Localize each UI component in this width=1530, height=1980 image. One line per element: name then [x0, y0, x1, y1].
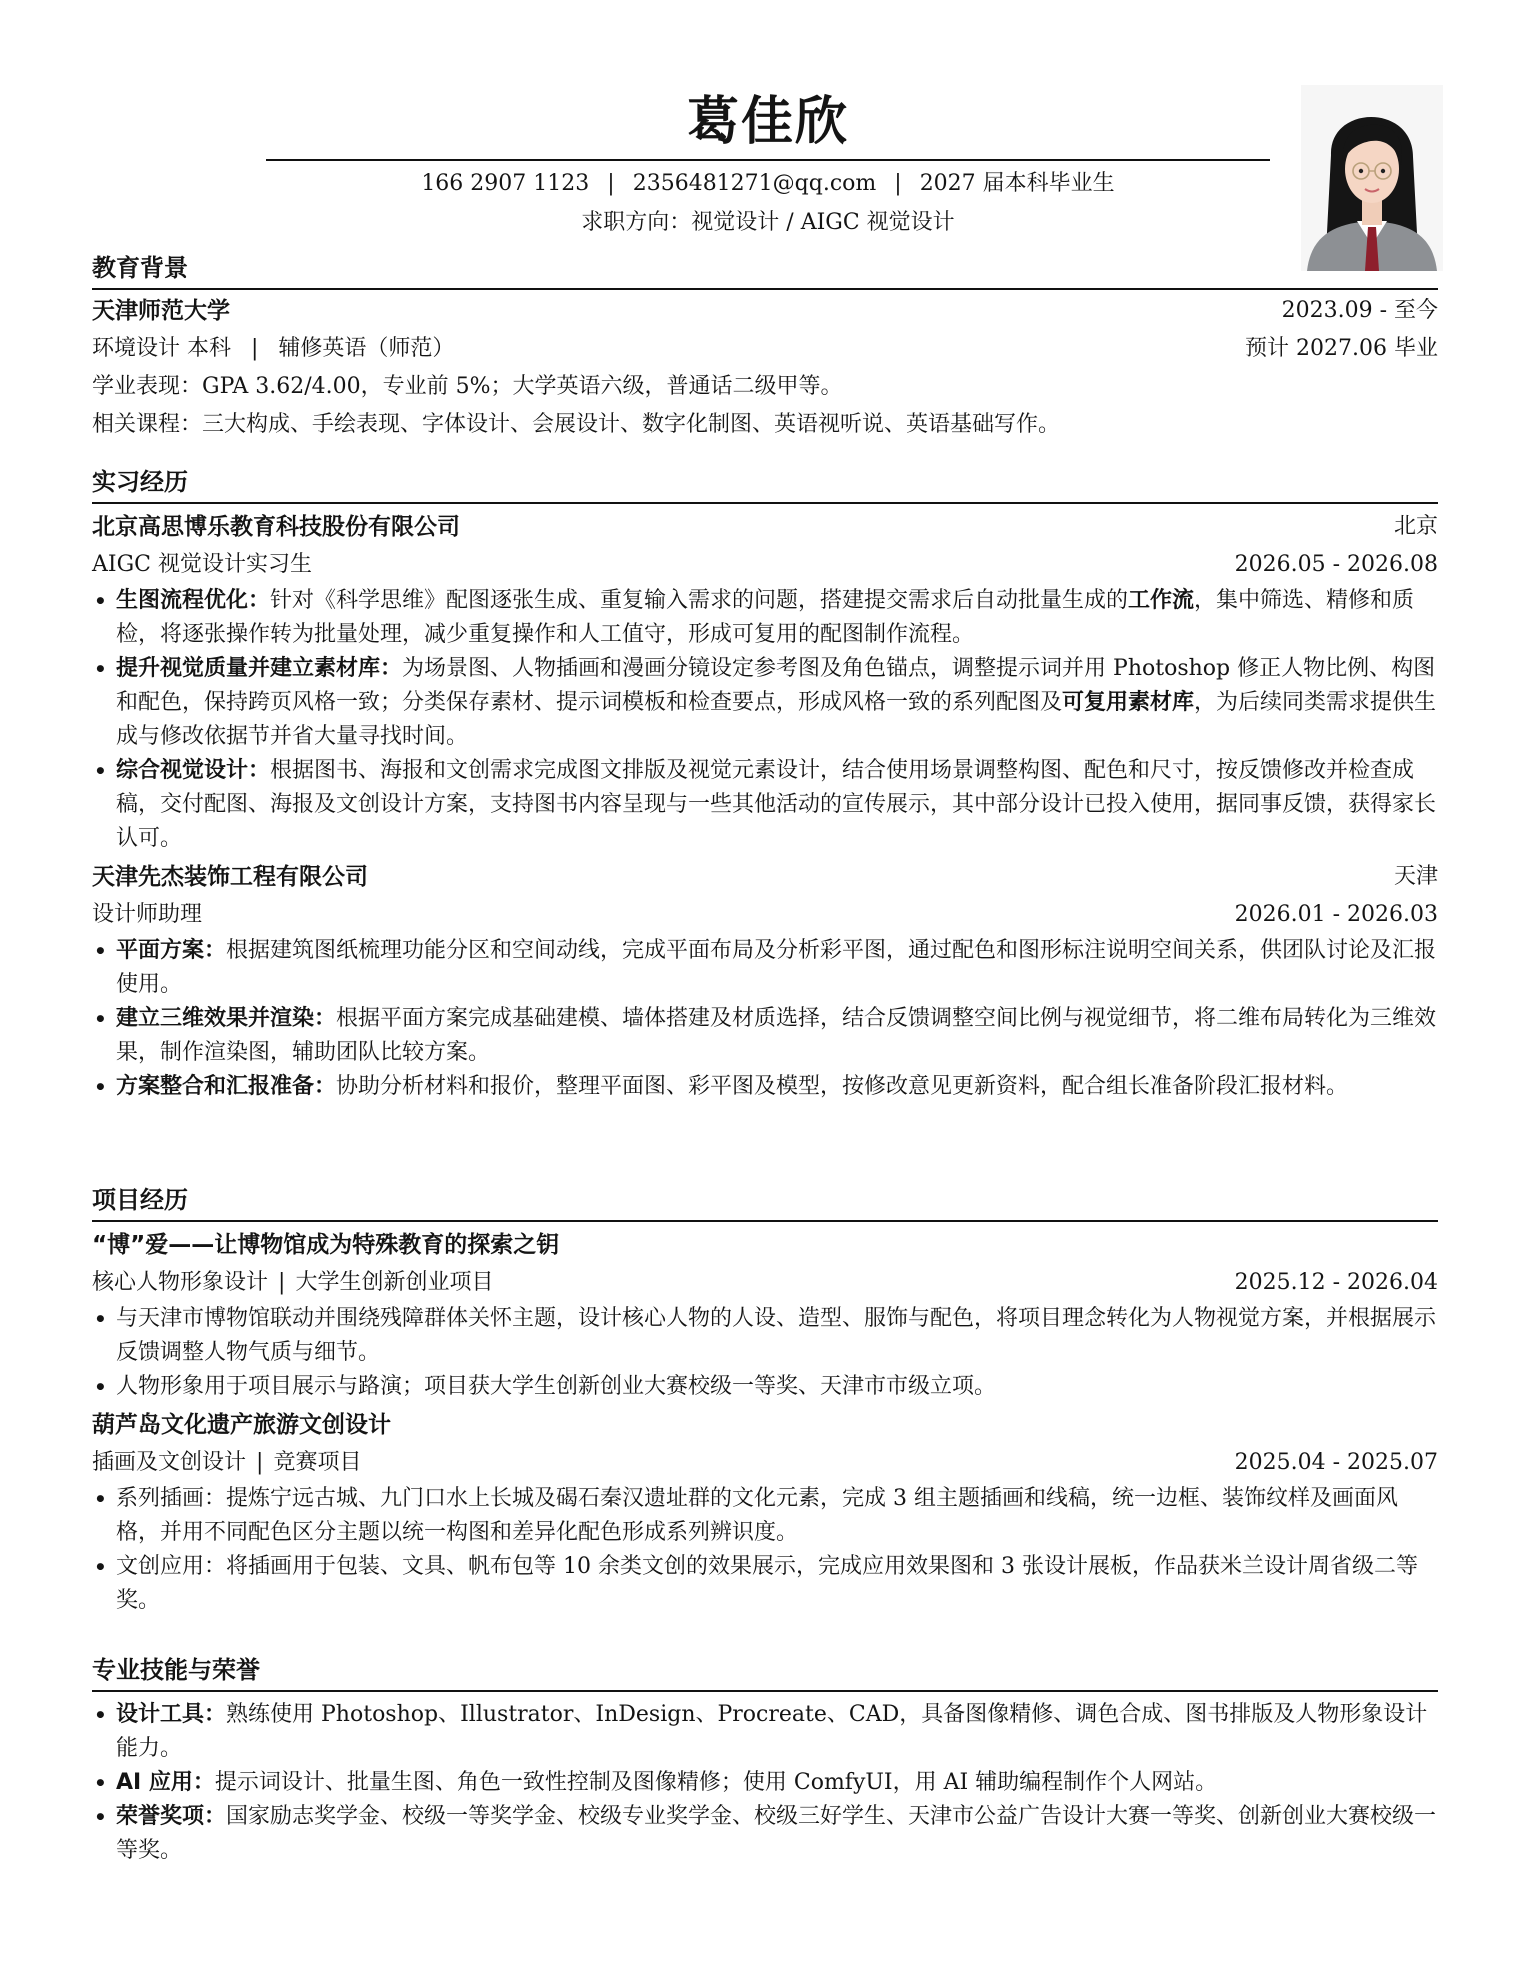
bullet-label: 提升视觉质量并建立素材库：	[116, 656, 403, 681]
job-period: 2026.05 - 2026.08	[1234, 552, 1438, 577]
list-item	[92, 934, 1438, 1002]
education-school-row	[92, 292, 1438, 330]
bullet-label: 生图流程优化：	[116, 588, 271, 613]
project-role: 插画及文创设计	[92, 1450, 247, 1475]
candidate-name: 葛佳欣	[686, 92, 849, 152]
education-major-row	[92, 330, 1438, 368]
list-item: • 人物形象用于项目展示与路演；项目获大学生创新创业大赛校级一等奖、天津市市级立项。	[92, 1370, 1438, 1404]
bullet-text: 针对《科学思维》配图逐张生成、重复输入需求的问题，搭建提交需求后自动批量生成的	[270, 588, 1129, 613]
bullet-text: 根据建筑图纸梳理功能分区和空间动线，完成平面布局及分析彩平图，通过配色和图形标注说明空间关系，供团队讨论及汇报使用。	[116, 938, 1437, 997]
job-location: 天津	[1393, 864, 1438, 889]
name-divider	[266, 159, 1270, 161]
relevant-courses: 相关课程：三大构成、手绘表现、字体设计、会展设计、数字化制图、英语视听说、英语基础写作。	[92, 412, 1061, 437]
bullet-text: 根据平面方案完成基础建模、墙体搭建及材质选择，结合反馈调整空间比例与视觉细节，将二维布局转化为三维效果，制作渲染图，辅助团队比较方案。	[116, 1006, 1437, 1065]
education-section	[92, 248, 1438, 444]
bullet-label: 建立三维效果并渲染：	[116, 1006, 337, 1031]
bullet-text: 为场景图、人物插画和漫画分镜设定参考图及角色锚点，调整提示词并用 Photoshop 修正人物比例、构图和配色，保持跨页风格一致；分类保存素材、提示词模板和检查要点，形成风格一致的系列配图及	[116, 656, 1436, 715]
skills-section	[92, 1650, 1438, 1868]
bullet-text: ，集中筛选、精修和质检，将逐张操作转为批量处理，减少重复操作和人工值守，形成可复用的配图制作流程。	[116, 588, 1415, 647]
list-item	[92, 1698, 1438, 1766]
bullet-text: 根据图书、海报和文创需求完成图文排版及视觉元素设计，结合使用场景调整构图、配色和尺寸，按反馈修改并检查成稿，交付配图、海报及文创设计方案，支持图书内容呈现与一些其他活动的宣传展示，其中部分设计已投入使用，据同事反馈，获得家长认可。	[116, 758, 1437, 851]
list-item: • 与天津市博物馆联动并围绕残障群体关怀主题，设计核心人物的人设、造型、服饰与配色，将项目理念转化为人物视觉方案，并根据展示反馈调整人物气质与细节。	[92, 1302, 1438, 1370]
email-address: 2356481271@qq.com	[632, 171, 877, 196]
project-role-row	[92, 1444, 1438, 1482]
portrait-illustration	[1301, 85, 1443, 271]
section-title-internship: 实习经历	[92, 462, 1438, 504]
list-item	[92, 652, 1438, 754]
major: 环境设计 本科	[92, 336, 231, 361]
graduation-status: 2027 届本科毕业生	[919, 171, 1115, 196]
company-name: 天津先杰装饰工程有限公司	[92, 864, 368, 890]
job-objective: 求职方向：视觉设计 / AIGC 视觉设计	[581, 210, 955, 235]
education-period: 2023.09 - 至今	[1281, 298, 1438, 323]
profile-photo	[1301, 85, 1443, 271]
job-header-row	[92, 858, 1438, 896]
project-name: 葫芦岛文化遗产旅游文创设计	[92, 1412, 391, 1438]
list-item	[92, 584, 1438, 652]
job-role-row	[92, 546, 1438, 584]
contact-separator: |	[607, 171, 615, 196]
project-period: 2025.04 - 2025.07	[1234, 1450, 1438, 1475]
bullet-text: 提示词设计、批量生图、角色一致性控制及图像精修；使用 ComfyUI，用 AI 辅助编程制作个人网站。	[214, 1770, 1218, 1795]
project-role-row	[92, 1264, 1438, 1302]
job-role: AIGC 视觉设计实习生	[92, 552, 312, 577]
list-item	[92, 1766, 1438, 1800]
academic-performance: 学业表现：GPA 3.62/4.00，专业前 5%；大学英语六级，普通话二级甲等。	[92, 374, 843, 399]
bullet-emphasis: 工作流	[1128, 588, 1195, 613]
major-separator: |	[251, 336, 259, 361]
project-type: 大学生创新创业项目	[295, 1270, 494, 1295]
bullet-text: 熟练使用 Photoshop、Illustrator、InDesign、Procreate、CAD，具备图像精修、调色合成、图书排版及人物形象设计能力。	[116, 1702, 1428, 1761]
bullet-text: ，为后续同类需求提供生成与修改依据节并省大量寻找时间。	[116, 690, 1437, 749]
project-period: 2025.12 - 2026.04	[1234, 1270, 1438, 1295]
phone-number: 166 2907 1123	[421, 171, 590, 196]
project-type: 竞赛项目	[273, 1450, 362, 1475]
project-name: “博”爱——让博物馆成为特殊教育的探索之钥	[92, 1232, 560, 1258]
list-item	[92, 754, 1438, 856]
job-role-row	[92, 896, 1438, 934]
job-bullets	[92, 584, 1438, 856]
project-role-info	[92, 1264, 493, 1302]
list-item: • 文创应用：将插画用于包装、文具、帆布包等 10 余类文创的效果展示，完成应用效果图和 3 张设计展板，作品获米兰设计周省级二等奖。	[92, 1550, 1438, 1618]
section-title-skills: 专业技能与荣誉	[92, 1650, 1438, 1692]
bullet-label: 平面方案：	[116, 938, 227, 963]
section-title-education: 教育背景	[92, 248, 1438, 290]
bullet-text: 国家励志奖学金、校级一等奖学金、校级专业奖学金、校级三好学生、天津市公益广告设计大赛一等奖、创新创业大赛校级一等奖。	[116, 1804, 1437, 1863]
job-period: 2026.01 - 2026.03	[1234, 902, 1438, 927]
minor: 辅修英语（师范）	[278, 336, 455, 361]
contact-line	[266, 166, 1270, 202]
company-name: 北京高思博乐教育科技股份有限公司	[92, 514, 460, 540]
bullet-text: 协助分析材料和报价，整理平面图、彩平图及模型，按修改意见更新资料，配合组长准备阶段汇报材料。	[336, 1074, 1349, 1099]
job-bullets	[92, 934, 1438, 1104]
list-item	[92, 1800, 1438, 1868]
list-item: • 系列插画：提炼宁远古城、九门口水上长城及碣石秦汉遗址群的文化元素，完成 3 组主题插画和线稿，统一边框、装饰纹样及画面风格，并用不同配色区分主题以统一构图和差异化配色形成系列辨识度。	[92, 1482, 1438, 1550]
internship-section	[92, 462, 1438, 1104]
bullet-label: 设计工具：	[116, 1702, 227, 1727]
project-header-row	[92, 1226, 1438, 1264]
projects-section	[92, 1180, 1438, 1618]
list-item	[92, 1002, 1438, 1070]
bullet-label: AI 应用：	[116, 1770, 215, 1795]
school-name: 天津师范大学	[92, 298, 230, 324]
project-bullets	[92, 1482, 1438, 1618]
role-separator: |	[256, 1450, 264, 1475]
bullet-label: 方案整合和汇报准备：	[116, 1074, 337, 1099]
job-header-row	[92, 508, 1438, 546]
project-header-row	[92, 1406, 1438, 1444]
skills-bullets	[92, 1698, 1438, 1868]
section-title-projects: 项目经历	[92, 1180, 1438, 1222]
list-item	[92, 1070, 1438, 1104]
contact-separator: |	[894, 171, 902, 196]
project-role: 核心人物形象设计	[92, 1270, 269, 1295]
bullet-label: 荣誉奖项：	[116, 1804, 227, 1829]
major-info	[92, 330, 454, 368]
bullet-emphasis: 可复用素材库	[1062, 690, 1195, 715]
graduation-date: 预计 2027.06 毕业	[1245, 336, 1438, 361]
role-separator: |	[278, 1270, 286, 1295]
job-role: 设计师助理	[92, 902, 203, 927]
project-bullets	[92, 1302, 1438, 1404]
bullet-label: 综合视觉设计：	[116, 758, 271, 783]
job-location: 北京	[1393, 514, 1438, 539]
project-role-info	[92, 1444, 361, 1482]
